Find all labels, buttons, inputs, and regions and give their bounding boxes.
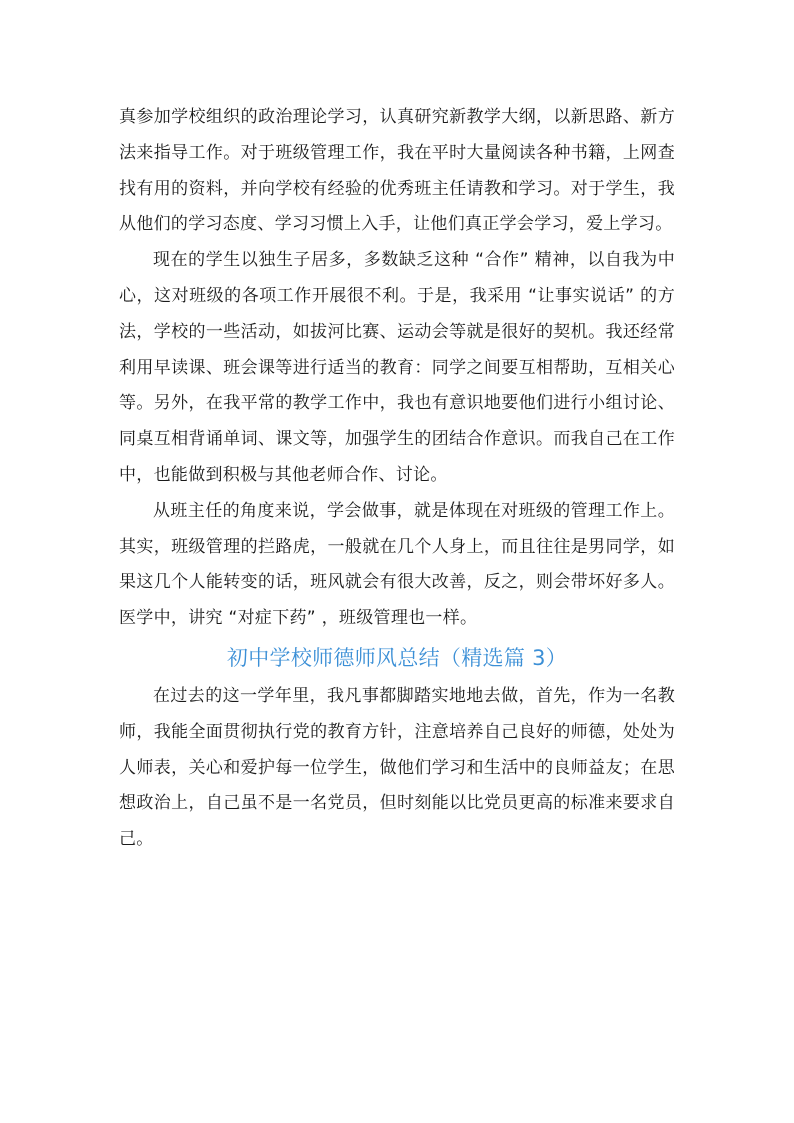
body-paragraph-2: 现在的学生以独生子居多，多数缺乏这种 “合作” 精神，以自我为中心，这对班级的各项工作开展很不利。于是，我采用 “让事实说话” 的方法，学校的一些活动，如拔河比赛、运动会等就是很好的契机。我还经常利用早读课、班会课等进行适当的教育：同学之间要互相帮助，互相关心等。另外，在我平常的教学工作中，我也有意识地要他们进行小组讨论、同桌互相背诵单词、课文等，加强学生的团结合作意识。而我自己在工作中，也能做到积极与其他老师合作、讨论。	[119, 250, 675, 485]
body-paragraph-3: 从班主任的角度来说，学会做事，就是体现在对班级的管理工作上。其实，班级管理的拦路虎，一般就在几个人身上，而且往往是男同学，如果这几个人能转变的话，班风就会有很大改善，反之，则会带坏好多人。医学中，讲究 “对症下药” ，班级管理也一样。	[119, 500, 675, 629]
body-paragraph-4: 在过去的这一学年里，我凡事都脚踏实地地去做，首先，作为一名教师，我能全面贯彻执行党的教育方针，注意培养自己良好的师德，处处为人师表，关心和爱护每一位学生，做他们学习和生活中的良师益友；在思想政治上，自己虽不是一名党员，但时刻能以比党员更高的标准来要求自己。	[119, 685, 675, 850]
document-page	[119, 100, 675, 858]
body-paragraph-1: 真参加学校组织的政治理论学习，认真研究新教学大纲，以新思路、新方法来指导工作。对于班级管理工作，我在平时大量阅读各种书籍，上网查找有用的资料，并向学校有经验的优秀班主任请教和学习。对于学生，我从他们的学习态度、学习习惯上入手，让他们真正学会学习，爱上学习。	[119, 107, 675, 235]
section-heading: 初中学校师德师风总结（精选篇 3）	[226, 645, 568, 670]
